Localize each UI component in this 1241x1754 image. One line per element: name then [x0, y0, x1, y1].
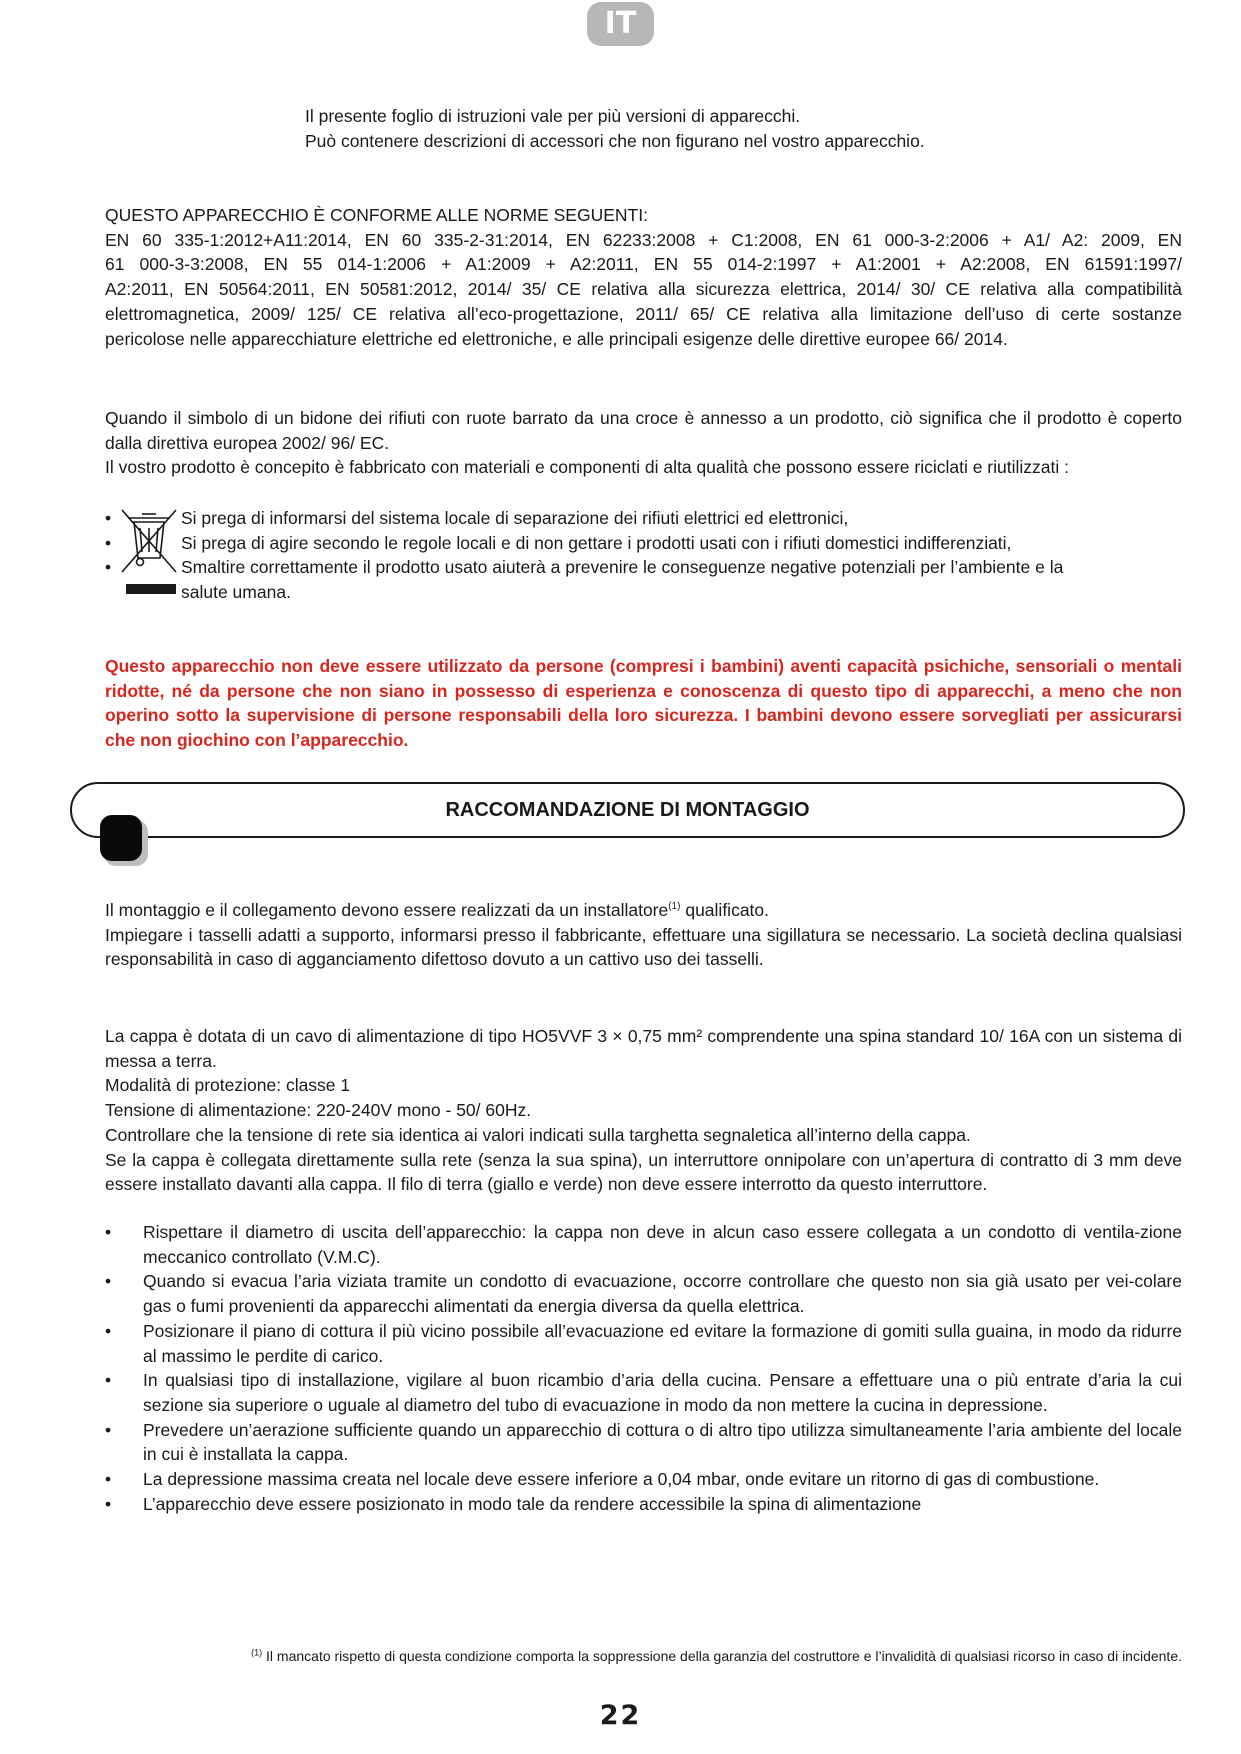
weee-paragraph: Il vostro prodotto è concepito è fabbricato con materiali e componenti di alta qualità che possono essere riciclati e riutilizzati :: [105, 457, 1069, 478]
installation-paragraph: Impiegare i tasselli adatti a supporto, informarsi presso il fabbricante, effettuare una sigillatura se necessario. La società declina qualsiasi responsabilità in caso di agganciamento difettoso dovuto a un cattivo uso dei tasselli.: [105, 924, 1182, 970]
footnote: [202, 1647, 1182, 1665]
intro-line: Il presente foglio di istruzioni vale per più versioni di apparecchi.: [305, 106, 801, 126]
power-text: [105, 1024, 1182, 1197]
list-item: [105, 580, 1182, 605]
list-item-text: Si prega di informarsi del sistema locale di separazione dei rifiuti elettrici ed elettronici,: [181, 508, 849, 528]
weee-text: [105, 406, 1182, 480]
weee-paragraph: Quando il simbolo di un bidone dei rifiuti con ruote barrato da una croce è annesso a un prodotto, ciò significa che il prodotto è coperto dalla direttiva europea 2002/ 96/ EC.: [105, 408, 1182, 453]
section-marker: [100, 815, 142, 861]
power-protection: Modalità di protezione: classe 1: [105, 1075, 351, 1096]
list-item: [105, 1220, 1182, 1269]
power-direct: Se la cappa è collegata direttamente sulla rete (senza la sua spina), un interruttore onnipolare con un’apertura di contratto di 3 mm deve essere installato davanti alla cappa. Il filo di terra (giallo e verde) non deve essere interrotto da questo interruttore.: [105, 1149, 1182, 1195]
list-item: [105, 531, 1182, 556]
installation-text: [105, 898, 1182, 972]
section-title: RACCOMANDAZIONE DI MONTAGGIO: [445, 799, 810, 821]
norms-heading: QUESTO APPARECCHIO È CONFORME ALLE NORME SEGUENTI:: [105, 205, 648, 225]
footnote-ref: (1): [668, 901, 681, 913]
crossed-bin-icon: [118, 508, 180, 600]
bullet-dot: •: [105, 1370, 112, 1391]
warning-text: Questo apparecchio non deve essere utilizzato da persone (compresi i bambini) aventi capacità psichiche, sensoriali o mentali ridotte, né da persone che non siano in possesso di esperienza e conoscenza di questo tipo di apparecchi, a meno che non operino sotto la supervisione di persone responsabili della loro sicurezza. I bambini devono essere sorvegliati per assicurarsi che non giochino con l’apparecchio.: [105, 656, 1182, 751]
list-item: [105, 1467, 1182, 1492]
list-item: [105, 506, 1182, 531]
language-badge: IT: [587, 2, 654, 46]
section-header: [70, 782, 1185, 838]
list-item: [105, 555, 1182, 580]
norms-text: [105, 203, 1182, 351]
list-item-text: La depressione massima creata nel locale deve essere inferiore a 0,04 mbar, onde evitare un ritorno di gas di combustione.: [143, 1469, 1100, 1490]
power-cable: La cappa è dotata di un cavo di alimentazione di tipo HO5VVF 3 × 0,75 mm² comprendente una spina standard 10/ 16A con un sistema di messa a terra.: [105, 1026, 1182, 1071]
footnote-marker: (1): [251, 1647, 263, 1658]
list-item-text: Smaltire correttamente il prodotto usato aiuterà a prevenire le conseguenze negative potenziali per l’ambiente e la: [181, 557, 1064, 578]
list-item-text: Posizionare il piano di cottura il più vicino possibile all’evacuazione ed evitare la formazione di gomiti sulla guaina, in modo da ridurre al massimo le perdite di carico.: [143, 1320, 1182, 1366]
list-item: [105, 1319, 1182, 1368]
installation-line: [105, 898, 1182, 923]
installation-text-before: Il montaggio e il collegamento devono essere realizzati da un installatore: [105, 900, 669, 920]
norms-line: 61 000-3-3:2008, EN 55 014-1:2006 + A1:2009 + A2:2011, EN 55 014-2:1997 + A1:2001 + A2:2008, EN 61591:1997/: [105, 254, 1182, 275]
norms-line: pericolose nelle apparecchiature elettriche ed elettroniche, e alle principali esigenze delle direttive europee 66/ 2014.: [105, 328, 1008, 349]
list-item-text: Quando si evacua l’aria viziata tramite un condotto di evacuazione, occorre controllare che questo non sia già usato per vei-colare gas o fumi provenienti da apparecchi alimentati da energia diversa da quella elettrica.: [143, 1271, 1182, 1317]
bullet-dot: •: [105, 532, 112, 553]
bullet-dot: •: [105, 1469, 112, 1490]
norms-line: A2:2011, EN 50564:2011, EN 50581:2012, 2014/ 35/ CE relativa alla sicurezza elettrica, 2014/ 30/ CE relativa alla compatibilità: [105, 279, 1182, 300]
bullet-dot: •: [105, 557, 112, 578]
installation-text-after: qualificato.: [680, 900, 770, 920]
safety-warning: [105, 654, 1182, 753]
bullet-dot: •: [105, 1419, 112, 1440]
bullet-dot: •: [105, 1222, 112, 1242]
list-item: [105, 1418, 1182, 1467]
intro-line: Può contenere descrizioni di accessori che non figurano nel vostro apparecchio.: [305, 130, 925, 151]
list-item-text: Si prega di agire secondo le regole locali e di non gettare i prodotti usati con i rifiuti domestici indifferenziati,: [181, 532, 1012, 553]
list-item-text: Prevedere un’aerazione sufficiente quando un apparecchio di cottura o di altro tipo utilizza simultaneamente l’aria ambiente del locale in cui è installata la cappa.: [143, 1419, 1182, 1465]
intro-text: [305, 104, 1205, 153]
weee-bullet-list: [105, 506, 1182, 605]
bullet-dot: •: [105, 1271, 112, 1292]
norms-line: EN 60 335-1:2012+A11:2014, EN 60 335-2-31:2014, EN 62233:2008 + C1:2008, EN 61 000-3-2:2006 + A1/ A2: 2009, EN: [105, 229, 1182, 250]
list-item-text: In qualsiasi tipo di installazione, vigilare al buon ricambio d’aria della cucina. Pensare a effettuare una o più entrate d’aria la cui sezione sia superiore o uguale al diametro del tubo di evacuazione in modo da non mettere la cucina in depressione.: [143, 1370, 1182, 1415]
bullet-dot: •: [105, 1493, 112, 1514]
power-voltage: Tensione di alimentazione: 220-240V mono - 50/ 60Hz.: [105, 1100, 532, 1121]
list-item-text: salute umana.: [181, 582, 291, 603]
power-check: Controllare che la tensione di rete sia identica ai valori indicati sulla targhetta segnaletica all’interno della cappa.: [105, 1124, 971, 1145]
list-item-text: Rispettare il diametro di uscita dell’apparecchio: la cappa non deve in alcun caso essere collegata a un condotto di ventila-zione meccanico controllato (V.M.C).: [143, 1222, 1182, 1267]
list-item-text: L’apparecchio deve essere posizionato in modo tale da rendere accessibile la spina di alimentazione: [143, 1493, 922, 1514]
footnote-text: Il mancato rispetto di questa condizione comporta la soppressione della garanzia del costruttore e l’invalidità di qualsiasi ricorso in caso di incidente.: [262, 1648, 1182, 1664]
recommendations-list: [105, 1220, 1182, 1516]
list-item: [105, 1368, 1182, 1417]
page-number: 22: [599, 1700, 642, 1731]
bullet-dot: •: [105, 1320, 112, 1341]
bullet-dot: •: [105, 508, 112, 528]
list-item: [105, 1269, 1182, 1318]
list-item: [105, 1492, 1182, 1517]
norms-line: elettromagnetica, 2009/ 125/ CE relativa all’eco-progettazione, 2011/ 65/ CE relativa alla limitazione dell’uso di certe sostanze: [105, 303, 1182, 324]
